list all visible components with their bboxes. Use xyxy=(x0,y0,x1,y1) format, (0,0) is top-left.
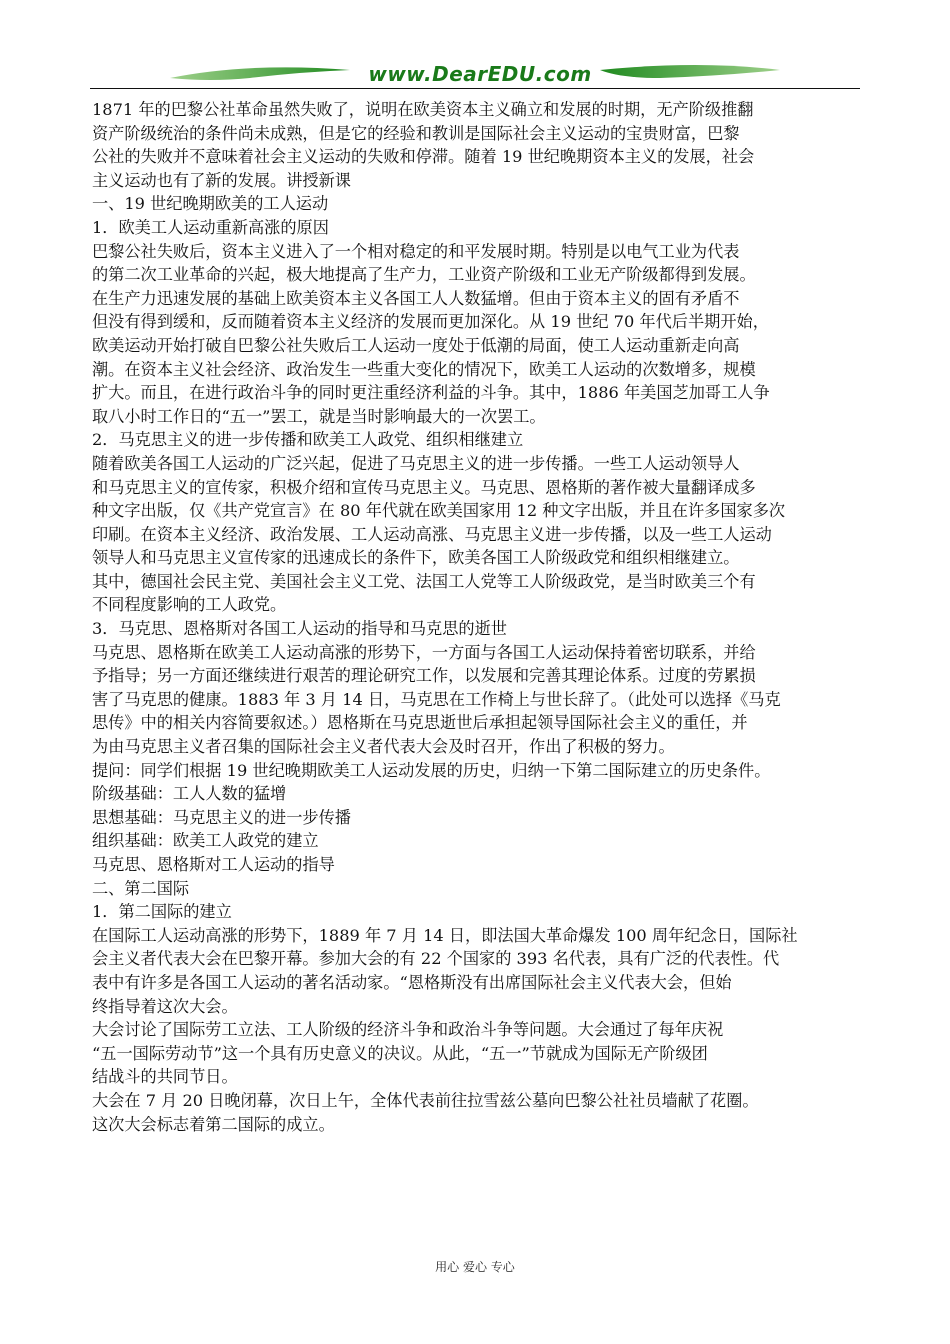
text-line: 印刷。在资本主义经济、政治发展、工人运动高涨、马克思主义进一步传播，以及一些工人运动 xyxy=(92,524,772,544)
text-line: 马克思、恩格斯对工人运动的指导 xyxy=(92,855,335,874)
page-footer: 用心 爱心 专心 xyxy=(435,1260,515,1274)
logo-text: www.DearEDU.com xyxy=(368,62,592,86)
text-line: 表中有许多是各国工人运动的著名活动家。“恩格斯没有出席国际社会主义代表大会，但始 xyxy=(92,972,732,992)
header-divider xyxy=(90,88,860,89)
text-line: 提问：同学们根据 19 世纪晚期欧美工人运动发展的历史，归纳一下第二国际建立的历史条件。 xyxy=(92,760,771,780)
text-line: 1．欧美工人运动重新高涨的原因 xyxy=(92,217,329,237)
text-line: 会主义者代表大会在巴黎开幕。参加大会的有 22 个国家的 393 名代表，具有广泛的代表性。代 xyxy=(92,949,780,969)
text-line: 予指导；另一方面还继续进行艰苦的理论研究工作，以发展和完善其理论体系。过度的劳累损 xyxy=(92,666,756,686)
text-line: 巴黎公社失败后，资本主义进入了一个相对稳定的和平发展时期。特别是以电气工业为代表 xyxy=(92,241,740,261)
text-line: 为由马克思主义者召集的国际社会主义者代表大会及时召开，作出了积极的努力。 xyxy=(92,737,675,757)
text-line: 在国际工人运动高涨的形势下，1889 年 7 月 14 日，即法国大革命爆发 100 周年纪念日，国际社 xyxy=(92,925,798,945)
text-line: 大会讨论了国际劳工立法、工人阶级的经济斗争和政治斗争等问题。大会通过了每年庆祝 xyxy=(92,1020,724,1040)
text-line: 其中，德国社会民主党、美国社会主义工党、法国工人党等工人阶级政党，是当时欧美三个有 xyxy=(92,571,756,591)
text-line: 大会在 7 月 20 日晚闭幕，次日上午，全体代表前往拉雪兹公墓向巴黎公社社员墙献了花圈。 xyxy=(92,1090,759,1110)
text-line: 公社的失败并不意味着社会主义运动的失败和停滞。随着 19 世纪晚期资本主义的发展，社会 xyxy=(92,147,755,167)
text-line: 领导人和马克思主义宣传家的迅速成长的条件下，欧美各国工人阶级政党和组织相继建立。 xyxy=(92,548,740,568)
text-line: 潮。在资本主义社会经济、政治发生一些重大变化的情况下，欧美工人运动的次数增多，规模 xyxy=(92,359,756,379)
text-line: 2．马克思主义的进一步传播和欧美工人政党、组织相继建立 xyxy=(92,430,524,450)
text-line: 扩大。而且，在进行政治斗争的同时更注重经济利益的斗争。其中，1886 年美国芝加哥工人争 xyxy=(92,383,770,403)
text-line: 1．第二国际的建立 xyxy=(92,902,232,922)
text-line: 马克思、恩格斯在欧美工人运动高涨的形势下，一方面与各国工人运动保持着密切联系，并给 xyxy=(92,642,756,662)
text-line: 资产阶级统治的条件尚未成熟，但是它的经验和教训是国际社会主义运动的宝贵财富，巴黎 xyxy=(92,123,740,143)
text-line: 阶级基础：工人人数的猛增 xyxy=(92,784,287,804)
text-line: 1871 年的巴黎公社革命虽然失败了，说明在欧美资本主义确立和发展的时期，无产阶级推翻 xyxy=(92,100,754,119)
text-line: 欧美运动开始打破自巴黎公社失败后工人运动一度处于低潮的局面，使工人运动重新走向高 xyxy=(92,335,740,355)
text-line: 害了马克思的健康。1883 年 3 月 14 日，马克思在工作椅上与世长辞了。（此处可以选择《马克 xyxy=(92,689,781,709)
text-line: 在生产力迅速发展的基础上欧美资本主义各国工人人数猛增。但由于资本主义的固有矛盾不 xyxy=(92,288,740,308)
text-line: 结战斗的共同节日。 xyxy=(92,1067,238,1087)
text-line: 终指导着这次大会。 xyxy=(92,996,238,1016)
text-line: 思想基础：马克思主义的进一步传播 xyxy=(92,807,351,827)
text-line: 一、19 世纪晚期欧美的工人运动 xyxy=(92,194,329,214)
text-line: “五一国际劳动节”这一个具有历史意义的决议。从此，“五一”节就成为国际无产阶级团 xyxy=(92,1043,708,1063)
text-line: 种文字出版，仅《共产党宣言》在 80 年代就在欧美国家用 12 种文字出版，并且在许多国家多次 xyxy=(92,501,786,521)
document-body xyxy=(92,98,862,1136)
text-line: 思传》中的相关内容简要叙述。）恩格斯在马克思逝世后承担起领导国际社会主义的重任，并 xyxy=(92,713,748,733)
site-logo-banner xyxy=(100,56,860,92)
text-line: 的第二次工业革命的兴起，极大地提高了生产力，工业资产阶级和工业无产阶级都得到发展。 xyxy=(92,265,756,285)
text-line: 但没有得到缓和，反而随着资本主义经济的发展而更加深化。从 19 世纪 70 年代后半期开始， xyxy=(92,312,769,332)
text-line: 3．马克思、恩格斯对各国工人运动的指导和马克思的逝世 xyxy=(92,619,507,639)
text-line: 取八小时工作日的“五一”罢工，就是当时影响最大的一次罢工。 xyxy=(92,406,546,426)
text-line: 这次大会标志着第二国际的成立。 xyxy=(92,1114,335,1134)
text-line: 组织基础：欧美工人政党的建立 xyxy=(92,831,319,851)
text-line: 主义运动也有了新的发展。讲授新课 xyxy=(92,170,351,190)
text-line: 和马克思主义的宣传家，积极介绍和宣传马克思主义。马克思、恩格斯的著作被大量翻译成多 xyxy=(92,477,756,497)
text-line: 不同程度影响的工人政党。 xyxy=(92,595,287,615)
text-line: 随着欧美各国工人运动的广泛兴起，促进了马克思主义的进一步传播。一些工人运动领导人 xyxy=(92,453,740,473)
text-line: 二、第二国际 xyxy=(92,878,190,898)
